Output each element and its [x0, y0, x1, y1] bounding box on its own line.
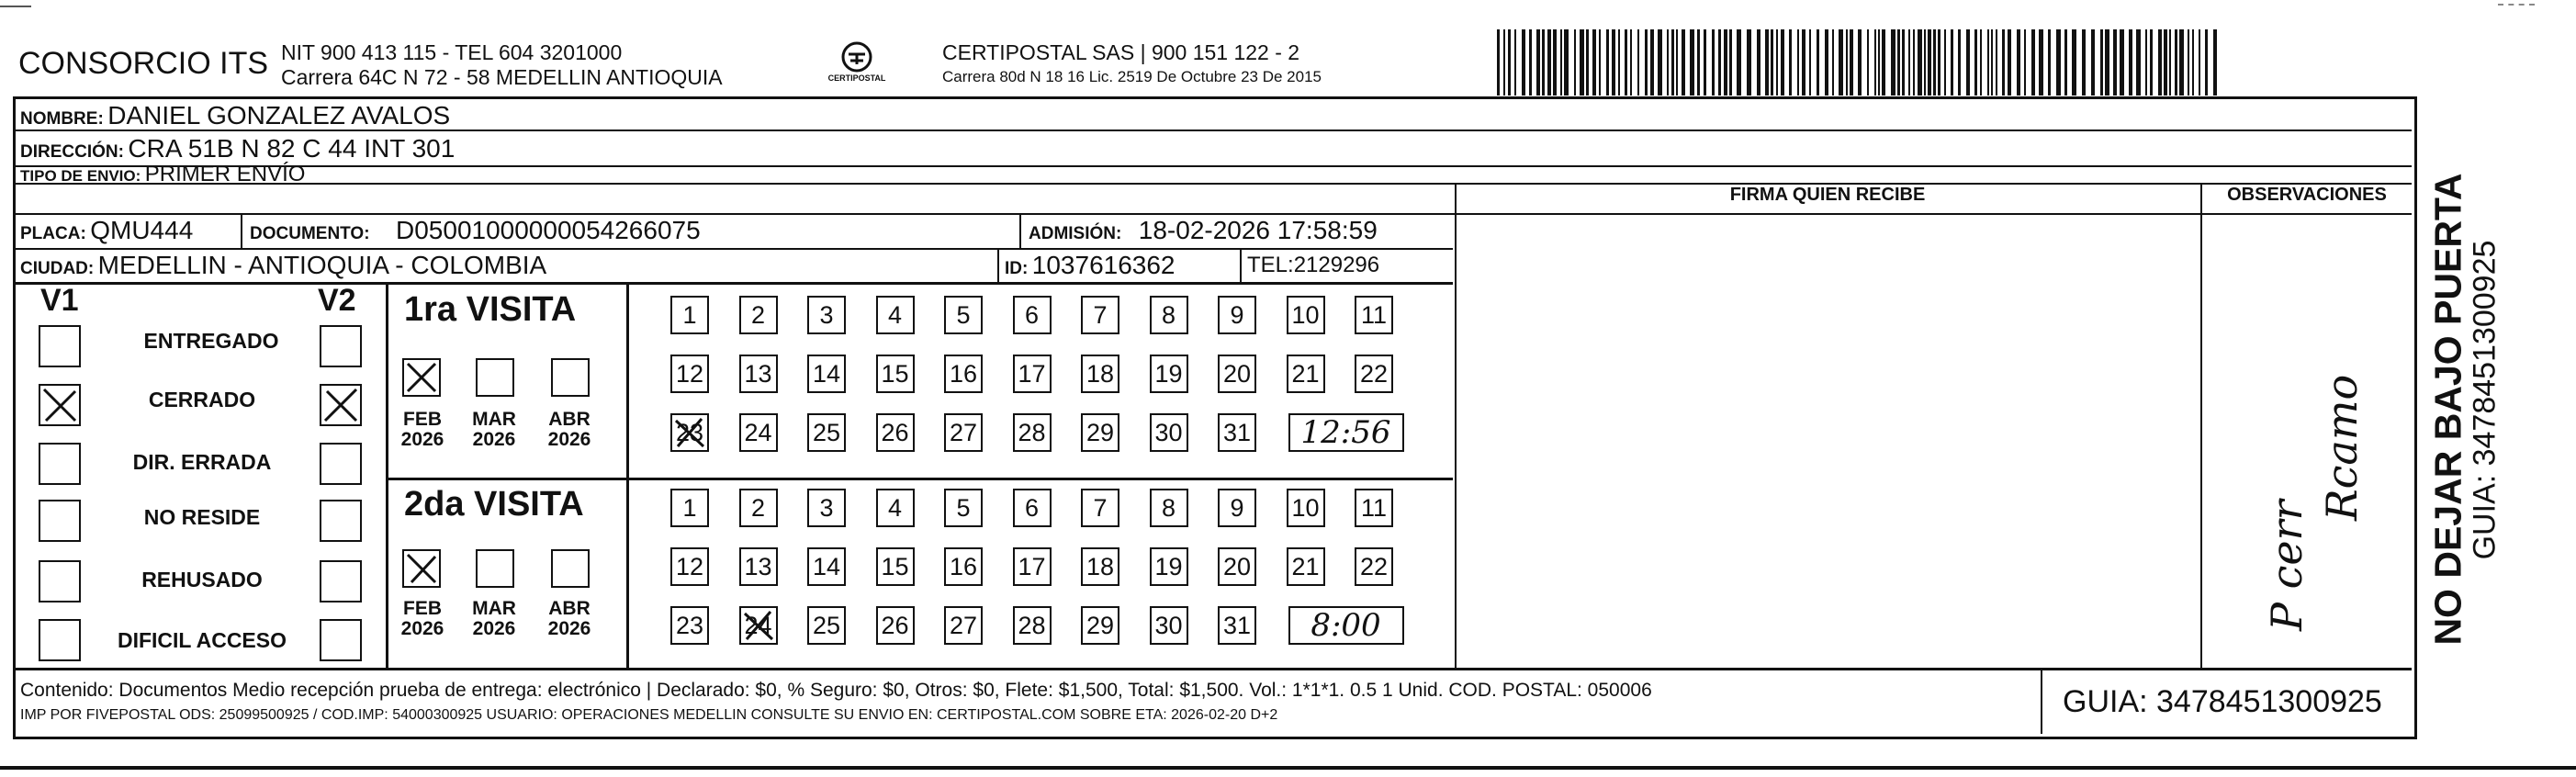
first-visit-day-6[interactable]: 6 [1013, 296, 1052, 334]
direccion-label: DIRECCIÓN: [20, 142, 124, 162]
ciudad-label: CIUDAD: [20, 259, 95, 278]
v1-rehusado-checkbox[interactable] [39, 560, 81, 602]
ciudad-value: MEDELLIN - ANTIOQUIA - COLOMBIA [97, 251, 547, 279]
second-visit-day-13[interactable]: 13 [739, 547, 778, 586]
barcode-bar [2039, 29, 2043, 96]
second-abr-checkbox[interactable] [551, 549, 590, 588]
first-visit-day-15[interactable]: 15 [876, 355, 915, 393]
barcode-bar [1846, 29, 1848, 96]
barcode-bar [1586, 29, 1589, 96]
second-visit-day-23[interactable]: 23 [670, 606, 709, 645]
barcode-bar [2048, 29, 2051, 96]
second-visit-day-15[interactable]: 15 [876, 547, 915, 586]
footer-imp: IMP POR FIVEPOSTAL ODS: 25099500925 / COD.IMP: 54000300925 USUARIO: OPERACIONES MEDELLIN CONSULTE SU ENVIO EN: CERTIPOSTAL.COM SOBRE ETA: 2026-02-20 D+2 [20, 707, 1278, 723]
first-visit-day-21[interactable]: 21 [1287, 355, 1325, 393]
col-divider [1240, 248, 1242, 283]
barcode-bar [1974, 29, 1977, 96]
footer-contenido: Contenido: Documentos Medio recepción prueba de entrega: electrónico | Declarado: $0, % Seguro: $0, Otros: $0, Flete: $1,500, Total: $1,500. Vol.: 1*1*1. 0.5 1 Unid. COD. POSTAL: 050006 [20, 680, 1652, 701]
check-x-icon [40, 386, 79, 424]
second-feb-label: FEB 2026 [400, 598, 444, 639]
first-visit-day-26[interactable]: 26 [876, 413, 915, 452]
v1-dificil-acceso-checkbox[interactable] [39, 619, 81, 661]
barcode-bar [1625, 29, 1627, 96]
v2-cerrado-checkbox[interactable] [320, 384, 362, 426]
barcode-bar [1580, 29, 1584, 96]
barcode-bar [1933, 29, 1936, 96]
placa-label: PLACA: [20, 224, 86, 243]
v1-dir-errada-checkbox[interactable] [39, 443, 81, 485]
barcode-bar [1671, 29, 1674, 96]
admision-label: ADMISIÓN: [1029, 224, 1122, 243]
barcode [1497, 29, 2222, 96]
tipo-label: TIPO DE ENVIO: [20, 167, 141, 185]
barcode-bar [2129, 29, 2132, 96]
footer-guia: GUIA: 3478451300925 [2063, 684, 2382, 719]
second-visit-day-17[interactable]: 17 [1013, 547, 1052, 586]
certipostal-logo: CERTIPOSTAL [816, 39, 898, 90]
barcode-bar [1874, 29, 1876, 96]
tipo-value: PRIMER ENVÍO [144, 162, 306, 186]
certipostal-license: Carrera 80d N 18 16 Lic. 2519 De Octubre 23 De 2015 [942, 68, 1322, 85]
barcode-bar [1712, 29, 1715, 96]
second-visit-day-9[interactable]: 9 [1218, 489, 1256, 527]
second-visit-day-7[interactable]: 7 [1081, 489, 1119, 527]
second-visit-day-11[interactable]: 11 [1355, 489, 1393, 527]
barcode-bar [1645, 29, 1648, 96]
barcode-bar [1991, 29, 1993, 96]
barcode-bar [1574, 29, 1576, 96]
barcode-bar [1882, 29, 1885, 96]
first-abr-checkbox[interactable] [551, 358, 590, 397]
barcode-bar [1592, 29, 1596, 96]
first-visit-day-27[interactable]: 27 [944, 413, 983, 452]
barcode-bar [1522, 29, 1525, 96]
first-visit-day-14[interactable]: 14 [807, 355, 846, 393]
barcode-bar [1508, 29, 1511, 96]
corner-mark [0, 6, 31, 7]
second-visit-day-30[interactable]: 30 [1150, 606, 1188, 645]
barcode-bar [1676, 29, 1678, 96]
second-visit-time-field[interactable]: 8:00 [1288, 606, 1404, 645]
barcode-bar [1980, 29, 1982, 96]
barcode-bar [2169, 29, 2171, 96]
first-feb-checkbox[interactable] [402, 358, 441, 397]
first-abr-label: ABR 2026 [547, 409, 591, 450]
barcode-bar [1928, 29, 1931, 96]
placa-value: QMU444 [90, 216, 194, 244]
first-visit-day-7[interactable]: 7 [1081, 296, 1119, 334]
barcode-bar [1757, 29, 1760, 96]
barcode-bar [1781, 29, 1784, 96]
barcode-bar [2113, 29, 2117, 96]
barcode-bar [2179, 29, 2184, 96]
first-visit-day-20[interactable]: 20 [1218, 355, 1256, 393]
second-visit-day-25[interactable]: 25 [807, 606, 846, 645]
first-visit-day-12[interactable]: 12 [670, 355, 709, 393]
direccion-row [20, 134, 455, 163]
barcode-bar [1650, 29, 1654, 96]
barcode-bar [2205, 29, 2208, 96]
barcode-bar [2188, 29, 2189, 96]
first-visit-day-31[interactable]: 31 [1218, 413, 1256, 452]
barcode-bar [2002, 29, 2005, 96]
barcode-bar [1637, 29, 1639, 96]
barcode-bar [1612, 29, 1615, 96]
barcode-bar [1987, 29, 1989, 96]
check-x-icon [404, 360, 439, 395]
first-visit-day-28[interactable]: 28 [1013, 413, 1052, 452]
second-visit-day-21[interactable]: 21 [1287, 547, 1325, 586]
barcode-bar [1547, 29, 1551, 96]
v2-entregado-checkbox[interactable] [320, 325, 362, 367]
first-visit-day-13[interactable]: 13 [739, 355, 778, 393]
barcode-bar [1908, 29, 1910, 96]
first-visit-day-24[interactable]: 24 [739, 413, 778, 452]
first-visit-day-grid [670, 296, 1423, 470]
tel-label: TEL: [1247, 253, 1294, 277]
barcode-bar [2158, 29, 2162, 96]
barcode-bar [2056, 29, 2061, 96]
col-divider [626, 282, 629, 669]
barcode-bar [1682, 29, 1685, 96]
barcode-bar [1966, 29, 1970, 96]
second-visit-day-29[interactable]: 29 [1081, 606, 1119, 645]
barcode-bar [1809, 29, 1811, 96]
barcode-bar [1553, 29, 1557, 96]
corner-mark [2498, 4, 2535, 6]
col-divider [1019, 213, 1021, 248]
second-visit-day-22[interactable]: 22 [1355, 547, 1393, 586]
barcode-bar [2008, 29, 2011, 96]
barcode-bar [1697, 29, 1700, 96]
barcode-bar [1690, 29, 1694, 96]
admision-cell [1029, 216, 1378, 245]
barcode-bar [2064, 29, 2067, 96]
barcode-bar [1789, 29, 1792, 96]
barcode-bar [1924, 29, 1926, 96]
direccion-value: CRA 51B N 82 C 44 INT 301 [128, 134, 456, 163]
barcode-bar [1897, 29, 1900, 96]
second-visit-day-19[interactable]: 19 [1150, 547, 1188, 586]
barcode-bar [1802, 29, 1805, 96]
v2-header: V2 [318, 283, 356, 318]
handwritten-note: P cerr Rcamo [2262, 374, 2367, 631]
second-visit-day-16[interactable]: 16 [944, 547, 983, 586]
barcode-bar [1718, 29, 1721, 96]
second-visit-day-18[interactable]: 18 [1081, 547, 1119, 586]
barcode-bar [1938, 29, 1940, 96]
second-visit-day-14[interactable]: 14 [807, 547, 846, 586]
col-divider [386, 282, 388, 669]
id-label: ID: [1005, 259, 1029, 278]
nombre-value: DANIEL GONZALEZ AVALOS [107, 101, 451, 130]
tel-cell [1247, 253, 1379, 278]
barcode-bar [2105, 29, 2109, 96]
first-visit-day-19[interactable]: 19 [1150, 355, 1188, 393]
status-rehusado: REHUSADO [141, 568, 263, 591]
certipostal-line: CERTIPOSTAL SAS | 900 151 122 - 2 [942, 40, 1300, 64]
barcode-bar [1497, 29, 1500, 96]
second-visit-day-6[interactable]: 6 [1013, 489, 1052, 527]
row-divider [13, 248, 1453, 250]
barcode-bar [1529, 29, 1532, 96]
barcode-bar [2192, 29, 2194, 96]
second-visit-day-4[interactable]: 4 [876, 489, 915, 527]
barcode-bar [1825, 29, 1828, 96]
v2-dir-errada-checkbox[interactable] [320, 443, 362, 485]
barcode-bar [1891, 29, 1895, 96]
id-cell [1005, 251, 1176, 280]
barcode-bar [1729, 29, 1732, 96]
barcode-bar [1658, 29, 1662, 96]
second-visit-day-10[interactable]: 10 [1287, 489, 1325, 527]
first-mar-checkbox[interactable] [476, 358, 514, 397]
barcode-bar [1747, 29, 1751, 96]
barcode-bar [2150, 29, 2153, 96]
firma-header: FIRMA QUIEN RECIBE [1729, 185, 1926, 205]
observaciones-header: OBSERVACIONES [2227, 185, 2387, 205]
barcode-bar [1944, 29, 1946, 96]
v2-no-reside-checkbox[interactable] [320, 500, 362, 542]
company-address: Carrera 64C N 72 - 58 MEDELLIN ANTIOQUIA [281, 65, 723, 89]
v2-dificil-acceso-checkbox[interactable] [320, 619, 362, 661]
documento-label: DOCUMENTO: [250, 224, 370, 243]
v1-no-reside-checkbox[interactable] [39, 500, 81, 542]
second-visit-day-2[interactable]: 2 [739, 489, 778, 527]
barcode-bar [2199, 29, 2200, 96]
nombre-label: NOMBRE: [20, 109, 104, 129]
barcode-bar [1902, 29, 1905, 96]
barcode-bar [1606, 29, 1609, 96]
col-divider [2200, 183, 2202, 669]
second-mar-label: MAR 2026 [472, 598, 516, 639]
first-feb-label: FEB 2026 [400, 409, 444, 450]
barcode-bar [1797, 29, 1799, 96]
company-nit: NIT 900 413 115 - TEL 604 3201000 [281, 40, 623, 64]
v1-header: V1 [40, 283, 79, 318]
bottom-border [0, 766, 2576, 770]
company-name: CONSORCIO ITS [18, 46, 269, 81]
check-x-icon [321, 386, 360, 424]
barcode-bar [1560, 29, 1562, 96]
barcode-bar [1737, 29, 1741, 96]
row-divider [13, 213, 2412, 215]
barcode-bar [1918, 29, 1922, 96]
first-visit-day-5[interactable]: 5 [944, 296, 983, 334]
barcode-bar [1839, 29, 1843, 96]
barcode-bar [2031, 29, 2035, 96]
barcode-bar [2100, 29, 2103, 96]
v1-entregado-checkbox[interactable] [39, 325, 81, 367]
barcode-bar [1724, 29, 1727, 96]
footer-divider [13, 668, 2412, 670]
first-visit-day-18[interactable]: 18 [1081, 355, 1119, 393]
second-visit-day-26[interactable]: 26 [876, 606, 915, 645]
first-visit-day-4[interactable]: 4 [876, 296, 915, 334]
placa-cell [20, 216, 193, 245]
barcode-bar [1599, 29, 1601, 96]
first-visit-day-23[interactable]: 23 [670, 413, 709, 452]
second-visit-day-1[interactable]: 1 [670, 489, 709, 527]
documento-cell [250, 216, 701, 245]
second-visit-day-grid [670, 489, 1423, 663]
barcode-bar [1630, 29, 1632, 96]
barcode-bar [1858, 29, 1862, 96]
barcode-bar [1503, 29, 1505, 96]
barcode-bar [1667, 29, 1669, 96]
second-visit-day-8[interactable]: 8 [1150, 489, 1188, 527]
first-visit-day-25[interactable]: 25 [807, 413, 846, 452]
first-visit-day-22[interactable]: 22 [1355, 355, 1393, 393]
first-visit-day-1[interactable]: 1 [670, 296, 709, 334]
first-visit-day-2[interactable]: 2 [739, 296, 778, 334]
second-visit-day-28[interactable]: 28 [1013, 606, 1052, 645]
barcode-bar [1514, 29, 1516, 96]
status-no-reside: NO RESIDE [143, 505, 261, 529]
barcode-bar [2136, 29, 2141, 96]
barcode-bar [1776, 29, 1778, 96]
first-visit-title: 1ra VISITA [404, 290, 577, 329]
barcode-bar [2120, 29, 2124, 96]
first-visit-time-field[interactable]: 12:56 [1288, 413, 1404, 452]
side-guia: GUIA: 3478451300925 [2467, 240, 2503, 560]
barcode-bar [2213, 29, 2217, 96]
barcode-bar [1951, 29, 1953, 96]
first-visit-day-30[interactable]: 30 [1150, 413, 1188, 452]
col-divider [241, 213, 242, 248]
check-x-icon [404, 551, 439, 586]
second-feb-checkbox[interactable] [402, 549, 441, 588]
second-abr-label: ABR 2026 [547, 598, 591, 639]
barcode-bar [1832, 29, 1834, 96]
barcode-bar [1704, 29, 1706, 96]
barcode-bar [1536, 29, 1540, 96]
barcode-bar [2072, 29, 2076, 96]
barcode-bar [2082, 29, 2086, 96]
barcode-bar [1996, 29, 1997, 96]
first-visit-day-10[interactable]: 10 [1287, 296, 1325, 334]
second-visit-day-24[interactable]: 24 [739, 606, 778, 645]
barcode-bar [1564, 29, 1569, 96]
ciudad-cell [20, 251, 546, 280]
barcode-bar [2164, 29, 2167, 96]
v2-rehusado-checkbox[interactable] [320, 560, 362, 602]
nombre-row [20, 101, 450, 130]
second-visit-day-12[interactable]: 12 [670, 547, 709, 586]
barcode-bar [1878, 29, 1880, 96]
status-cerrado: CERRADO [148, 388, 256, 411]
col-divider [997, 248, 999, 283]
status-dificil-acceso: DIFICIL ACCESO [117, 628, 287, 652]
barcode-bar [1850, 29, 1853, 96]
second-visit-day-5[interactable]: 5 [944, 489, 983, 527]
tel-value: 2129296 [1293, 253, 1380, 277]
barcode-bar [2091, 29, 2095, 96]
tipo-row [20, 162, 306, 186]
first-mar-label: MAR 2026 [472, 409, 516, 450]
v1-cerrado-checkbox[interactable] [39, 384, 81, 426]
second-visit-day-27[interactable]: 27 [944, 606, 983, 645]
no-dejar-bajo-puerta: NO DEJAR BAJO PUERTA [2426, 173, 2469, 646]
admision-value: 18-02-2026 17:58:59 [1138, 216, 1378, 244]
first-visit-day-29[interactable]: 29 [1081, 413, 1119, 452]
documento-value: D05001000000054266075 [396, 216, 701, 244]
barcode-bar [2024, 29, 2026, 96]
barcode-bar [1542, 29, 1545, 96]
first-visit-day-17[interactable]: 17 [1013, 355, 1052, 393]
status-dir-errada: DIR. ERRADA [132, 450, 272, 474]
second-visit-day-3[interactable]: 3 [807, 489, 846, 527]
first-visit-day-8[interactable]: 8 [1150, 296, 1188, 334]
first-visit-day-11[interactable]: 11 [1355, 296, 1393, 334]
visit-divider [388, 478, 1453, 480]
id-value: 1037616362 [1031, 251, 1176, 279]
row-divider [13, 165, 2412, 167]
barcode-bar [1867, 29, 1869, 96]
barcode-bar [1958, 29, 1961, 96]
barcode-bar [2017, 29, 2020, 96]
second-visit-day-31[interactable]: 31 [1218, 606, 1256, 645]
first-visit-day-9[interactable]: 9 [1218, 296, 1256, 334]
barcode-bar [1618, 29, 1620, 96]
barcode-bar [1817, 29, 1819, 96]
barcode-bar [1765, 29, 1769, 96]
barcode-bar [2175, 29, 2177, 96]
barcode-bar [1913, 29, 1915, 96]
second-visit-title: 2da VISITA [404, 485, 584, 524]
second-mar-checkbox[interactable] [476, 549, 514, 588]
col-divider [2041, 668, 2042, 734]
col-divider [1455, 183, 1457, 669]
second-visit-day-20[interactable]: 20 [1218, 547, 1256, 586]
status-entregado: ENTREGADO [143, 329, 279, 353]
barcode-bar [2145, 29, 2147, 96]
first-visit-day-3[interactable]: 3 [807, 296, 846, 334]
row-divider [13, 282, 1453, 285]
barcode-bar [1771, 29, 1773, 96]
first-visit-day-16[interactable]: 16 [944, 355, 983, 393]
